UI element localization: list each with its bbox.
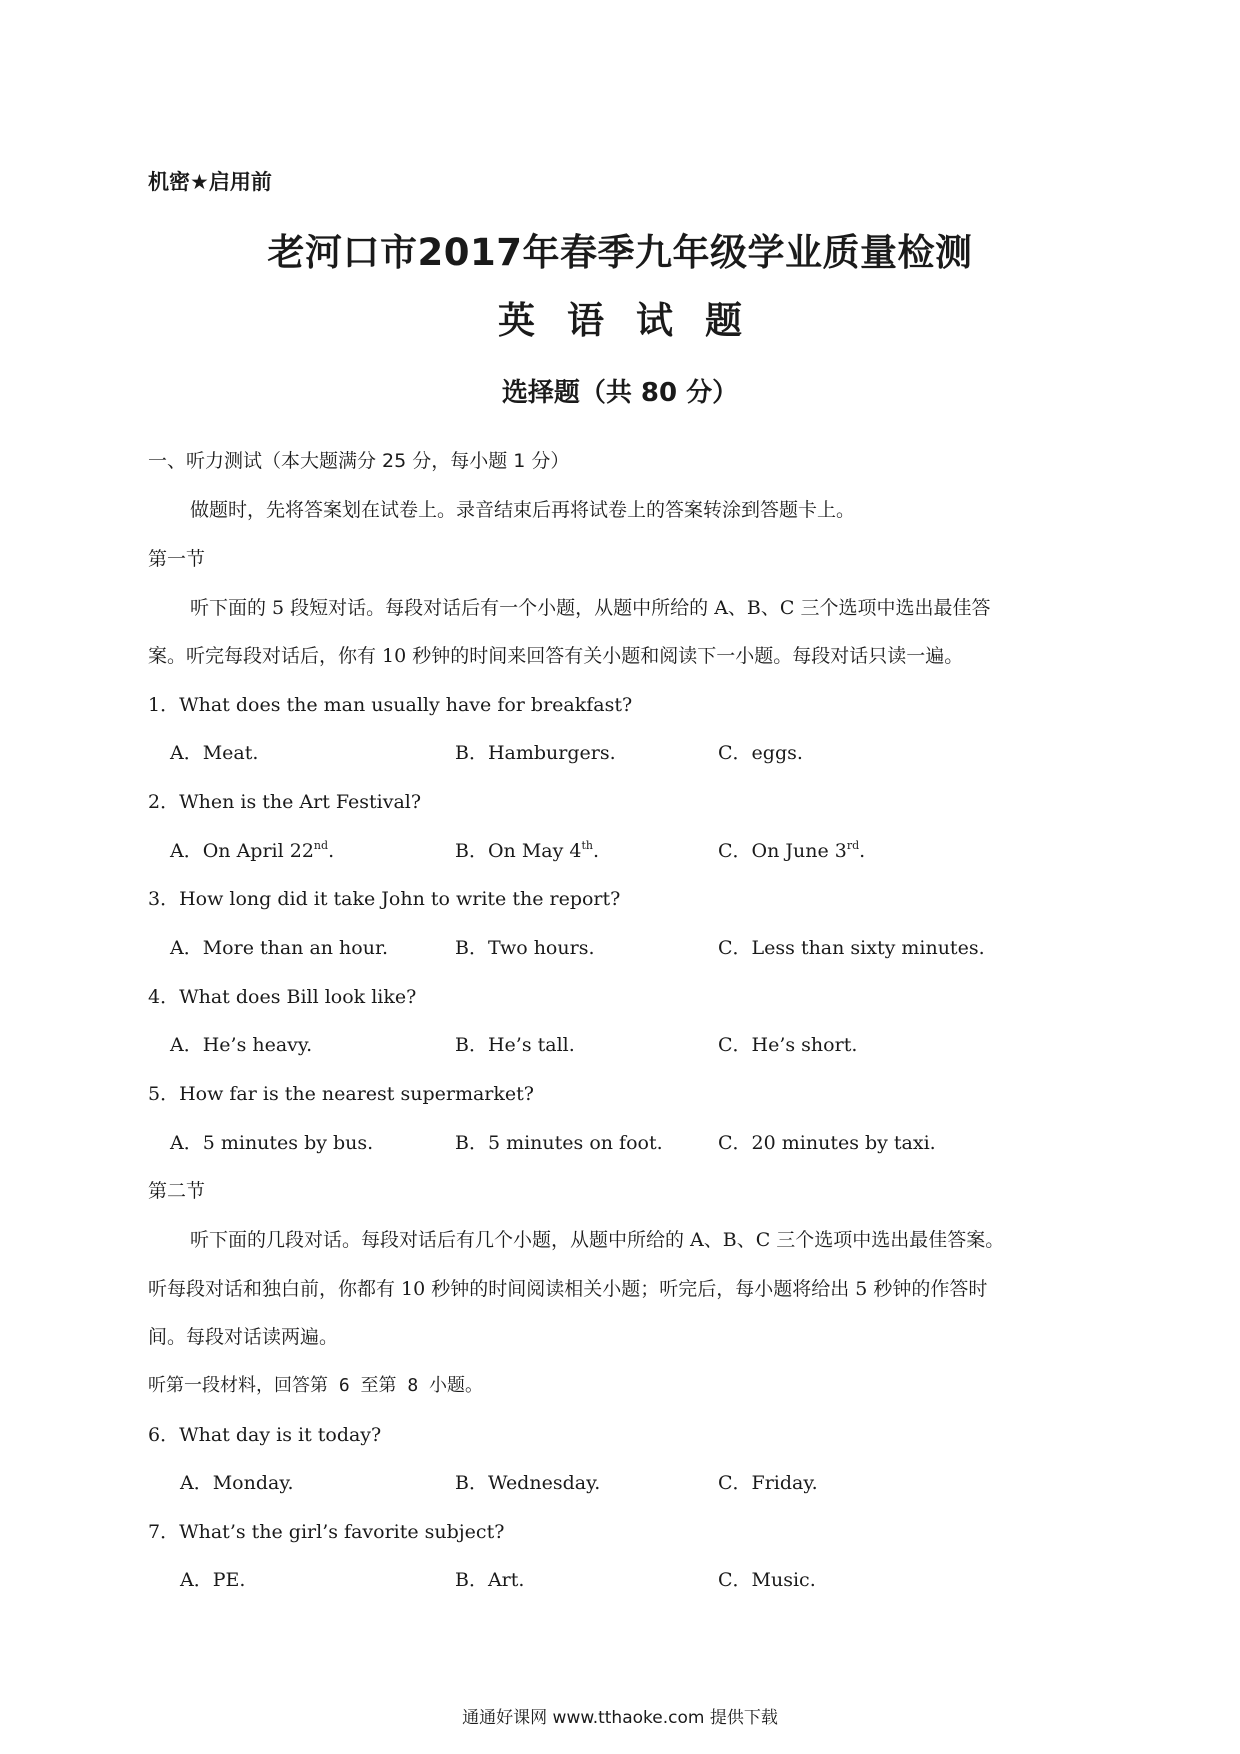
question-1-option-a: A．Meat.	[170, 742, 259, 764]
question-2-option-b: B．On May 4th.	[455, 839, 600, 862]
question-6-option-c: C．Friday.	[718, 1472, 818, 1494]
question-2-option-c: C．On June 3rd.	[718, 839, 866, 862]
question-3-option-a: A．More than an hour.	[170, 937, 389, 959]
question-3: 3．How long did it take John to write the report?	[148, 888, 621, 910]
question-5-option-b: B．5 minutes on foot.	[455, 1132, 663, 1154]
question-4-option-a: A．He’s heavy.	[170, 1034, 313, 1056]
part-title: 选择题（共 80 分）	[501, 378, 739, 408]
question-3-option-b: B．Two hours.	[455, 937, 595, 959]
part-instruction-line-2: 案。听完每段对话后，你有 10 秒钟的时间来回答有关小题和阅读下一小题。每段对话只读一遍。	[148, 645, 964, 667]
question-4: 4．What does Bill look like?	[148, 986, 417, 1008]
subject-title: 英语试题	[498, 299, 774, 342]
question-7-option-c: C．Music.	[718, 1569, 816, 1591]
question-1-option-c: C．eggs.	[718, 742, 803, 764]
exam-title: 老河口市2017年春季九年级学业质量检测	[267, 231, 973, 274]
question-5: 5．How far is the nearest supermarket?	[148, 1083, 534, 1105]
part-instruction-line-1: 听下面的几段对话。每段对话后有几个小题，从题中所给的 A、B、C 三个选项中选出最佳答案。	[190, 1229, 1005, 1251]
confidential-label: 机密★启用前	[148, 170, 272, 194]
question-5-option-c: C．20 minutes by taxi.	[718, 1132, 936, 1154]
part-instruction-line-3: 间。每段对话读两遍。	[148, 1326, 339, 1348]
question-4-option-c: C．He’s short.	[718, 1034, 858, 1056]
question-7-option-b: B．Art.	[455, 1569, 525, 1591]
question-1: 1．What does the man usually have for breakfast?	[148, 694, 633, 716]
part-instruction-line-2: 听每段对话和独白前，你都有 10 秒钟的时间阅读相关小题；听完后，每小题将给出 5 秒钟的作答时	[148, 1278, 988, 1300]
part-heading: 第二节	[148, 1180, 206, 1202]
question-6-option-b: B．Wednesday.	[455, 1472, 601, 1494]
question-6: 6．What day is it today?	[148, 1424, 382, 1446]
question-2: 2．When is the Art Festival?	[148, 791, 422, 813]
question-7: 7．What’s the girl’s favorite subject?	[148, 1521, 505, 1543]
material-note: 听第一段材料，回答第 6 至第 8 小题。	[148, 1375, 484, 1396]
question-2-option-a: A．On April 22nd.	[170, 839, 335, 862]
part-instruction-line-1: 听下面的 5 段短对话。每段对话后有一个小题，从题中所给的 A、B、C 三个选项中选出最佳答	[190, 597, 991, 619]
question-6-option-a: A．Monday.	[180, 1472, 294, 1494]
question-5-option-a: A．5 minutes by bus.	[170, 1132, 374, 1154]
question-7-option-a: A．PE.	[180, 1569, 246, 1591]
section-instruction: 做题时，先将答案划在试卷上。录音结束后再将试卷上的答案转涂到答题卡上。	[190, 499, 856, 521]
page-footer: 通通好课网 www.tthaoke.com 提供下载	[462, 1708, 778, 1728]
part-heading: 第一节	[148, 548, 206, 570]
question-3-option-c: C．Less than sixty minutes.	[718, 937, 985, 959]
question-1-option-b: B．Hamburgers.	[455, 742, 616, 764]
section-heading: 一、听力测试（本大题满分 25 分，每小题 1 分）	[148, 450, 570, 472]
question-4-option-b: B．He’s tall.	[455, 1034, 575, 1056]
